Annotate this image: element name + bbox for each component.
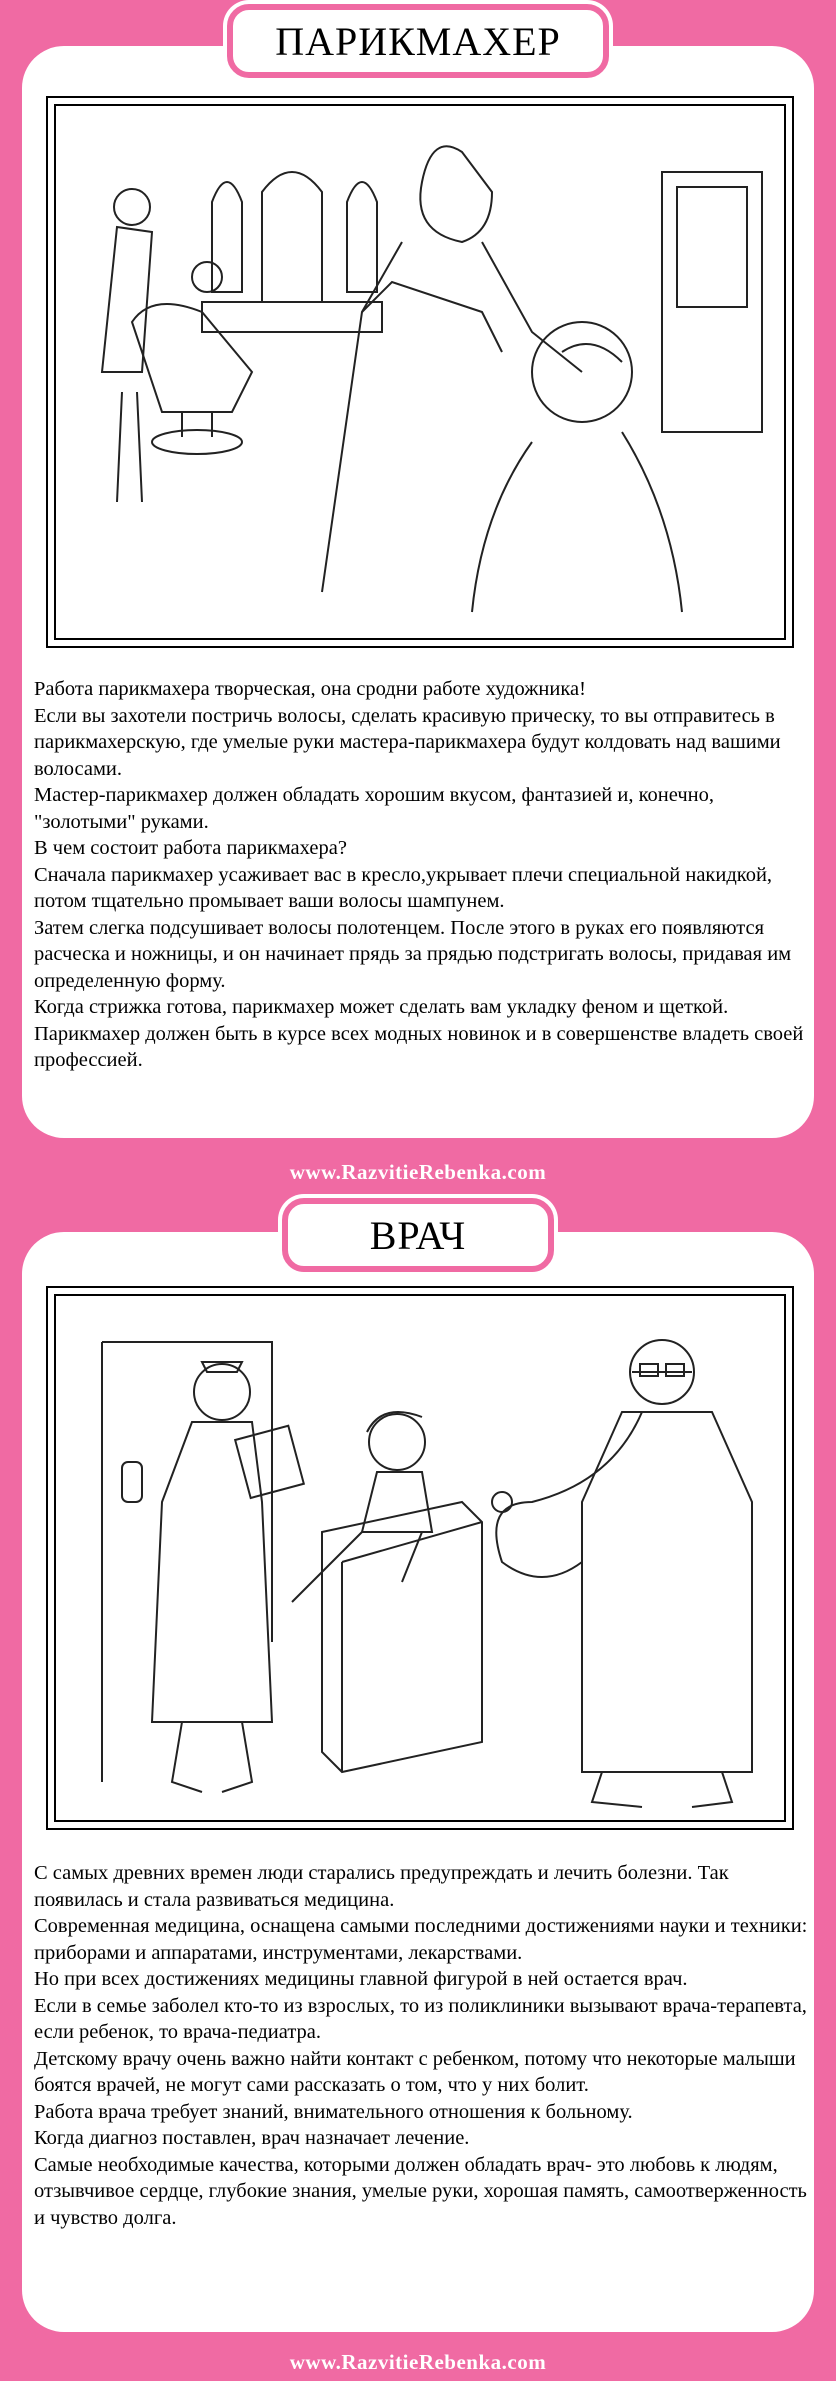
paragraph: Работа врача требует знаний, внимательного отношения к больному.	[34, 2100, 633, 2123]
paragraph: Самые необходимые качества, которыми должен обладать врач- это любовь к людям, отзывчивое сердце, глубокие знания, умелые руки, хорошая память, самоотверженность и чувство долга.	[34, 2153, 807, 2229]
doctor-title: ВРАЧ	[282, 1198, 554, 1272]
paragraph: Если вы захотели постричь волосы, сделать красивую прическу, то вы отправитесь в парикмахерскую, где умелые руки мастера-парикмахера будут колдовать над вашими волосами.	[34, 704, 781, 780]
paragraph: Сначала парикмахер усаживает вас в кресло,укрывает плечи специальной накидкой, потом тщательно промывает ваши волосы шампунем.	[34, 863, 773, 912]
paragraph: С самых древних времен люди старались предупреждать и лечить болезни. Так появилась и стала развиваться медицина.	[34, 1862, 729, 1911]
paragraph: Когда диагноз поставлен, врач назначает лечение.	[34, 2127, 470, 2149]
site-footer-link[interactable]: www.RazvitieRebenka.com	[289, 2350, 547, 2374]
paragraph: Но при всех достижениях медицины главной фигурой в ней остается врач.	[34, 1968, 688, 1990]
hairdresser-description	[34, 676, 814, 1074]
paragraph: Современная медицина, оснащена самыми последними достижениями науки и техники: приборами и аппаратами, инструментами, лекарствами.	[34, 1915, 808, 1964]
hairdresser-illustration	[62, 112, 778, 632]
doctor-illustration-frame	[46, 1286, 794, 1830]
paragraph: Детскому врачу очень важно найти контакт с ребенком, потому что некоторые малыши боятся врачей, не могут сами рассказать о том, что у них болит.	[34, 2047, 796, 2096]
paragraph: Работа парикмахера творческая, она сродни работе художника!	[34, 678, 586, 700]
hairdresser-illustration-frame	[46, 96, 794, 648]
paragraph: Мастер-парикмахер должен обладать хорошим вкусом, фантазией и, конечно, "золотыми" руками.	[34, 784, 714, 833]
hairdresser-title: ПАРИКМАХЕР	[227, 4, 609, 78]
paragraph: В чем состоит работа парикмахера?	[34, 837, 347, 859]
paragraph: Парикмахер должен быть в курсе всех модных новинок и в совершенстве владеть своей профессией.	[34, 1022, 804, 1071]
doctor-description	[34, 1860, 814, 2231]
site-footer-link[interactable]: www.RazvitieRebenka.com	[289, 1160, 547, 1184]
paragraph: Если в семье заболел кто-то из взрослых, то из поликлиники вызывают врача-терапевта, если ребенок, то врача-педиатра.	[34, 1994, 807, 2043]
doctor-illustration	[62, 1302, 778, 1814]
paragraph: Затем слегка подсушивает волосы полотенцем. После этого в руках его появляются расческа и ножницы, и он начинает прядь за прядью подстригать волосы, придавая им определенную форму.	[34, 916, 792, 992]
paragraph: Когда стрижка готова, парикмахер может сделать вам укладку феном и щеткой.	[34, 996, 729, 1018]
